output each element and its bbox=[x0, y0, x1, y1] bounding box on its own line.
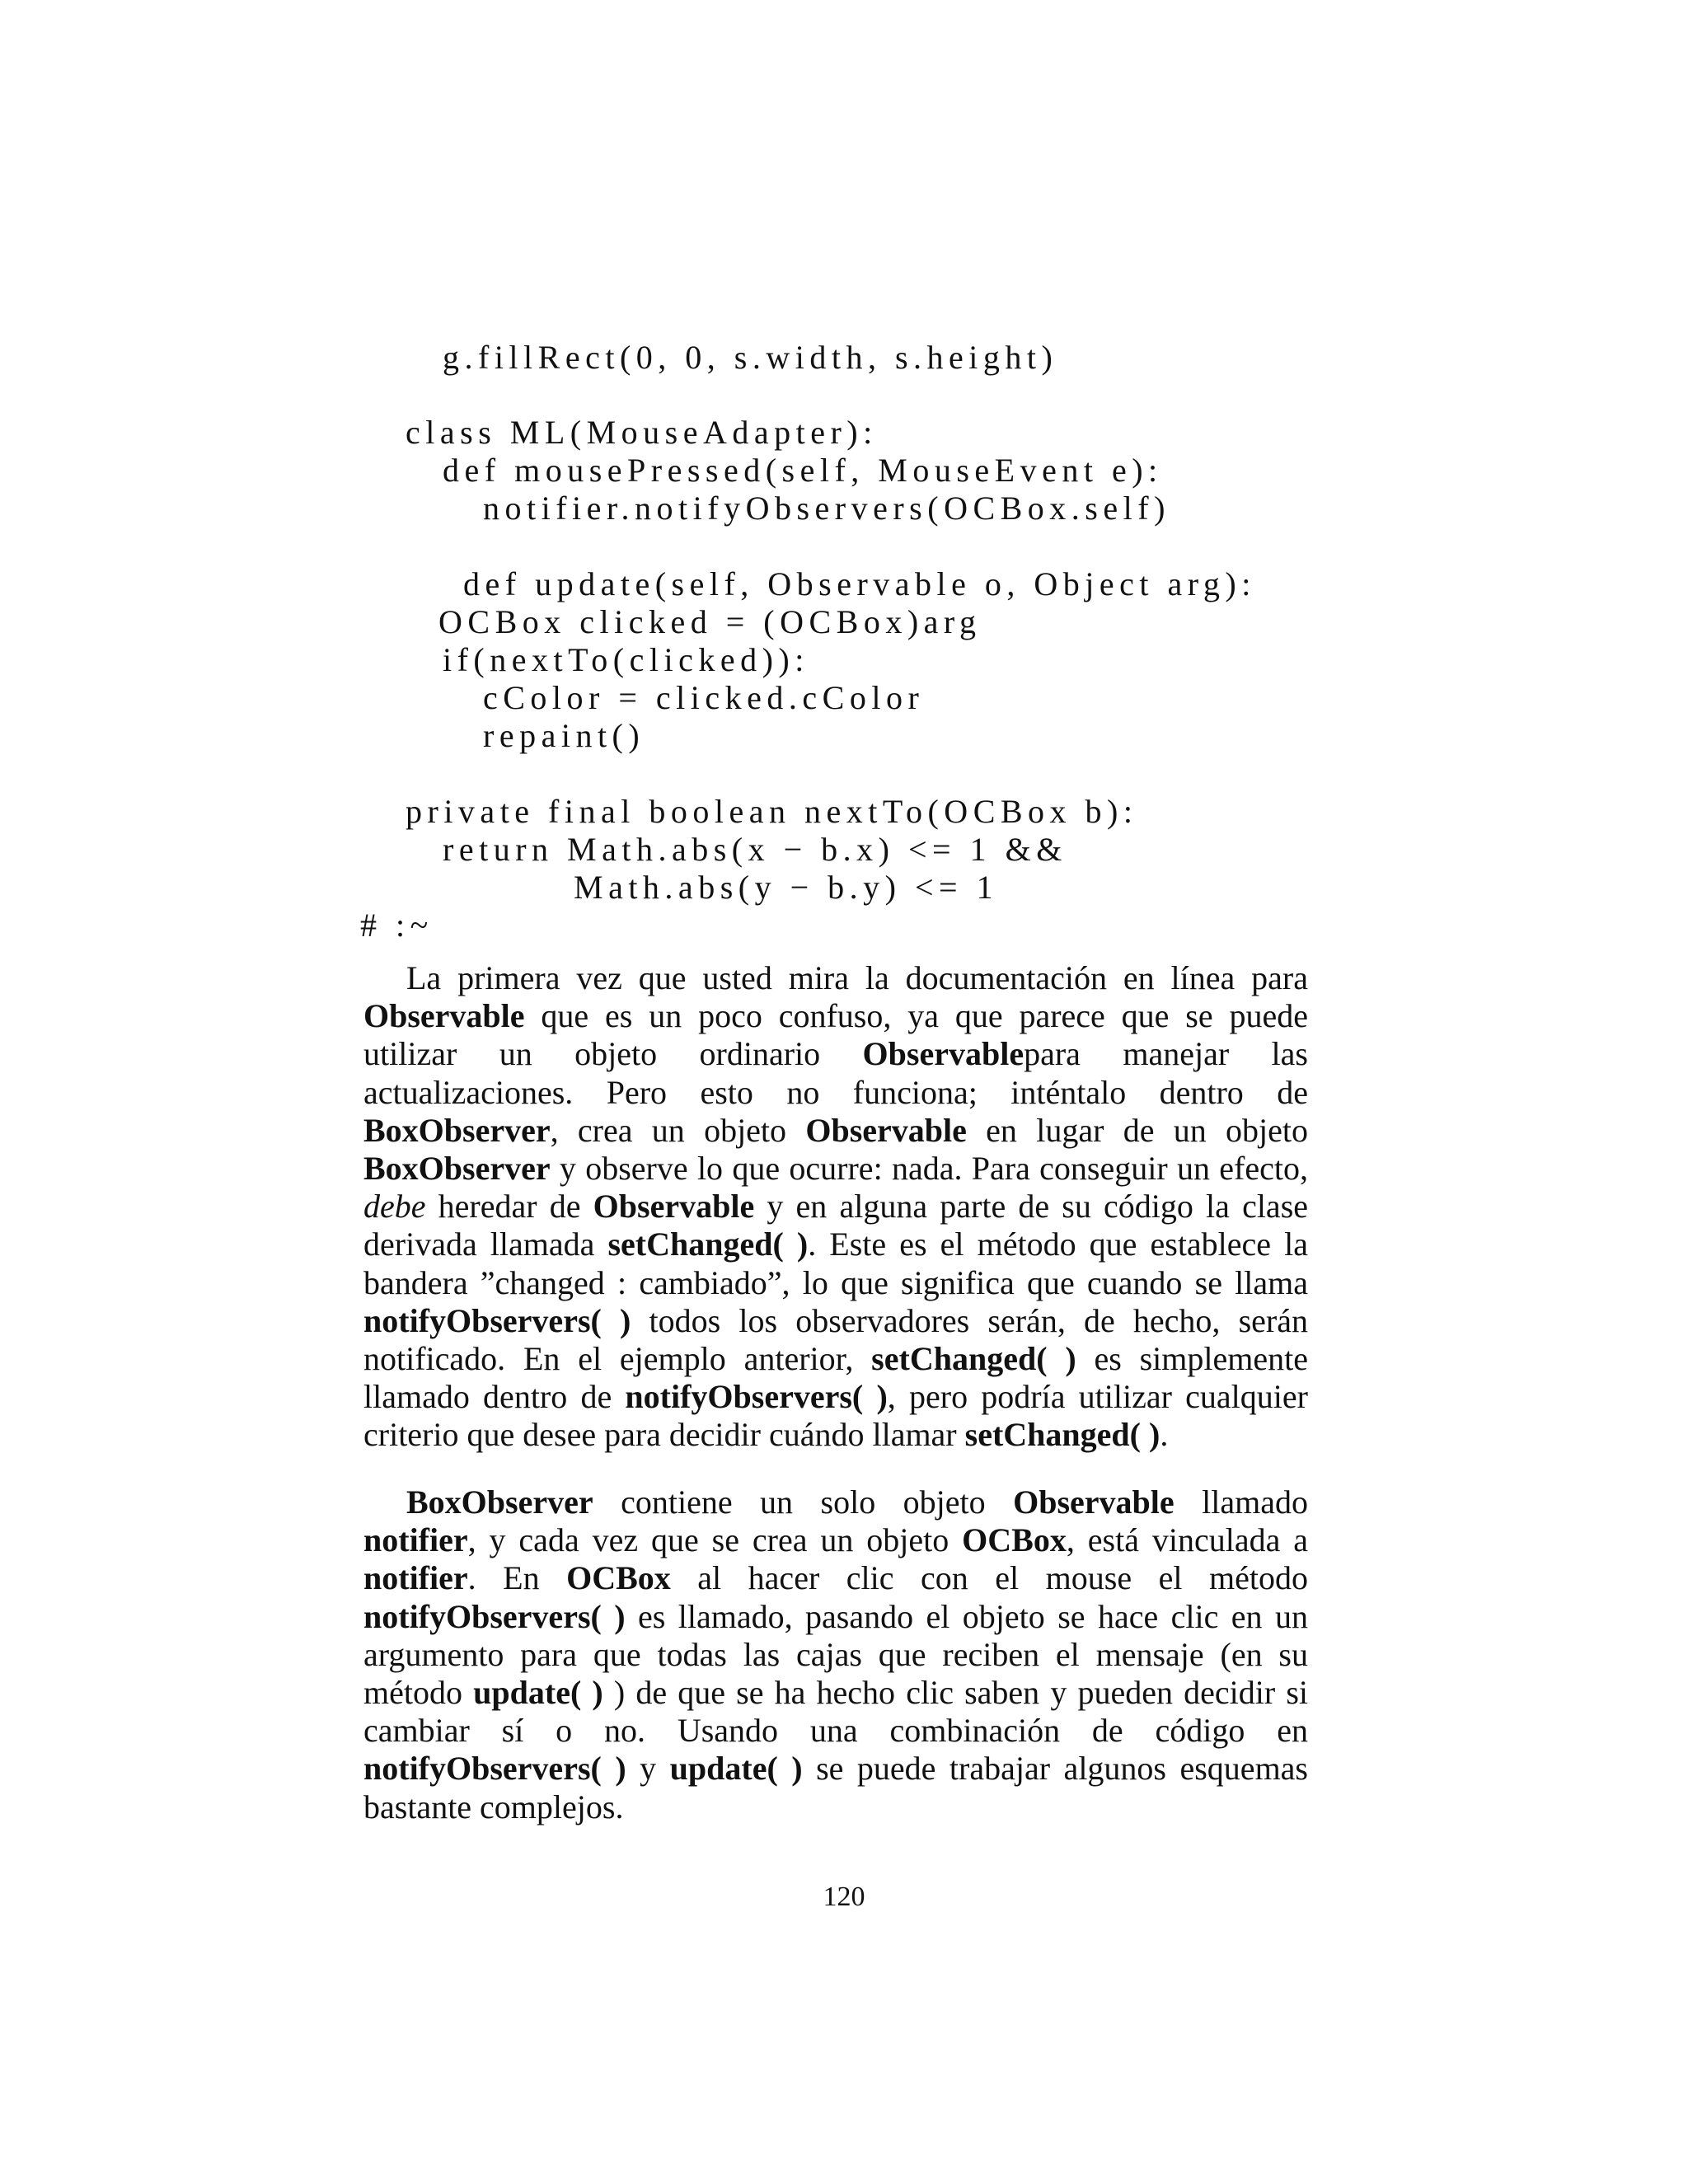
code-line: def update(self, Observable o, Object arg): bbox=[463, 565, 1256, 602]
code-line: cColor = clicked.cColor bbox=[483, 679, 925, 716]
code-line: private final boolean nextTo(OCBox b): bbox=[406, 793, 1138, 830]
code-line: Math.abs(y − b.y) <= 1 bbox=[574, 869, 999, 906]
code-line: g.fillRect(0, 0, s.width, s.height) bbox=[443, 339, 1058, 376]
code-line: def mousePressed(self, MouseEvent e): bbox=[443, 452, 1163, 489]
code-line: repaint() bbox=[483, 717, 645, 754]
code-line: if(nextTo(clicked)): bbox=[443, 641, 809, 678]
code-line: OCBox clicked = (OCBox)arg bbox=[438, 603, 982, 640]
code-line: # :~ bbox=[360, 907, 434, 944]
page-number: 120 bbox=[823, 1882, 865, 1912]
body-paragraph: BoxObserver contiene un solo objeto Observable llamado notifier, y cada vez que se crea un objeto OCBox, está vinculada a notifier. En OCBox al hacer clic con el mouse el método notifyObservers( ) es llamado, pasando el objeto se hace clic en un argumento para que todas las cajas que reciben el mensaje (en su método update( ) ) de que se ha hecho clic saben y pueden decidir si cambiar sí o no. Usando una combinación de código en notifyObservers( ) y update( ) se puede trabajar algunos esquemas bastante complejos. bbox=[363, 1483, 1309, 1825]
code-line: notifier.notifyObservers(OCBox.self) bbox=[483, 490, 1170, 527]
body-paragraph: La primera vez que usted mira la documentación en línea para Observable que es un poco confuso, ya que parece que se puede utilizar un objeto ordinario Observablepara manejar las actualizaciones. Pero esto no funciona; inténtalo dentro de BoxObserver, crea un objeto Observable en lugar de un objeto BoxObserver y observe lo que ocurre: nada. Para conseguir un efecto, debe heredar de Observable y en alguna parte de su código la clase derivada llamada setChanged( ). Este es el método que establece la bandera ”changed : cambiado”, lo que significa que cuando se llama notifyObservers( ) todos los observadores serán, de hecho, serán notificado. En el ejemplo anterior, setChanged( ) es simplemente llamado dentro de notifyObservers( ), pero podría utilizar cualquier criterio que desee para decidir cuándo llamar setChanged( ). bbox=[363, 959, 1309, 1454]
code-line: class ML(MouseAdapter): bbox=[406, 414, 878, 451]
code-line: return Math.abs(x − b.x) <= 1 && bbox=[443, 831, 1067, 868]
